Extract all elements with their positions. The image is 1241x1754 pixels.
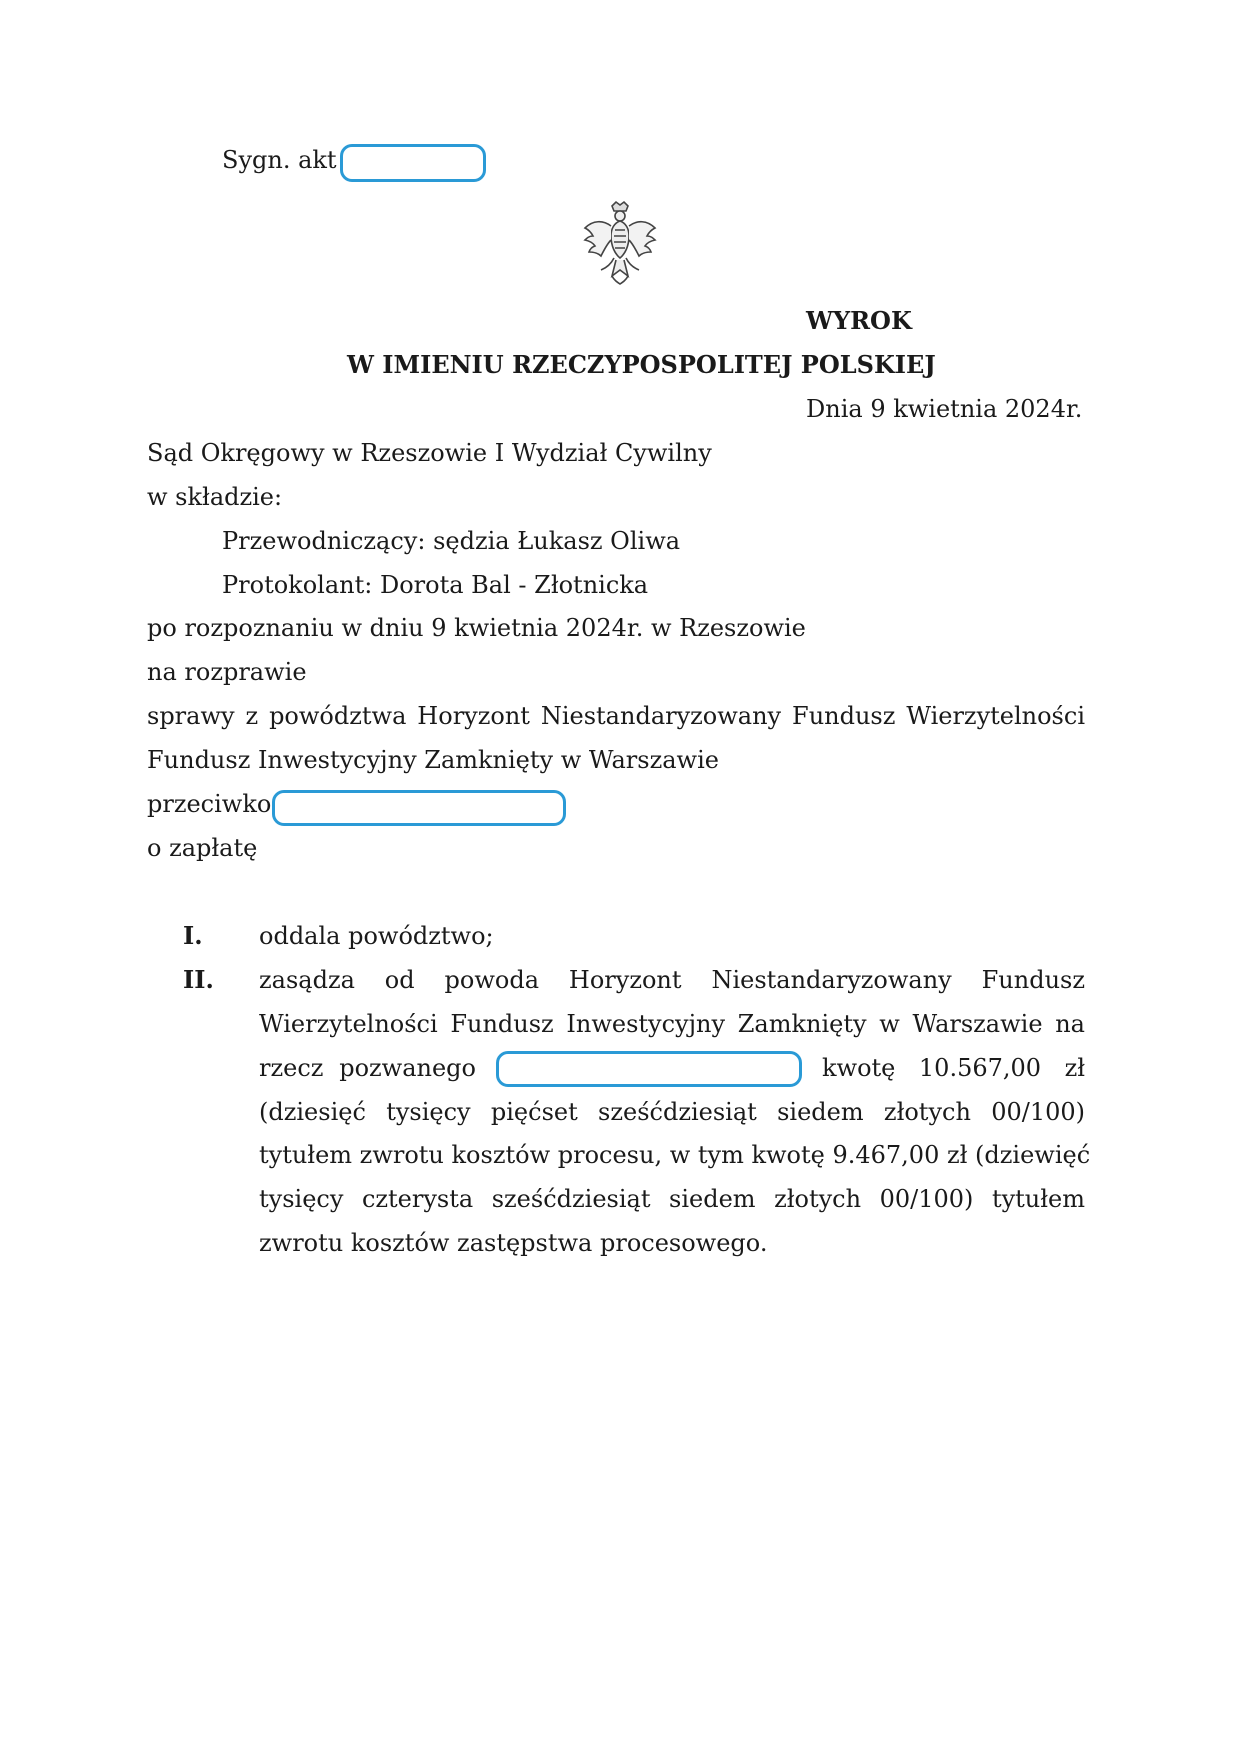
redacted-defendant [272, 790, 566, 826]
redacted-case-number [340, 144, 486, 182]
ruling-text: tytułem zwrotu kosztów procesu, w tym kwotę 9.467,00 zł (dziewięć [259, 1141, 1091, 1169]
presiding-judge: Przewodniczący: sędzia Łukasz Oliwa [222, 527, 681, 555]
claimant-line: sprawy z powództwa Horyzont Niestandaryzowany Fundusz Wierzytelności [147, 702, 1085, 730]
polish-eagle-emblem-icon [582, 200, 658, 286]
ruling-number: II. [183, 965, 214, 994]
ruling-text: zwrotu kosztów zastępstwa procesowego. [259, 1229, 768, 1257]
hearing-date-line: po rozpoznaniu w dniu 9 kwietnia 2024r. w Rzeszowie [147, 614, 806, 642]
ruling-text: Wierzytelności Fundusz Inwestycyjny Zamknięty w Warszawie na [259, 1010, 1085, 1038]
judgment-title: WYROK [806, 306, 912, 335]
claimant-line-continued: Fundusz Inwestycyjny Zamknięty w Warszawie [147, 746, 719, 774]
case-subject: o zapłatę [147, 834, 258, 862]
court-name: Sąd Okręgowy w Rzeszowie I Wydział Cywilny [147, 439, 712, 467]
redacted-defendant [496, 1051, 802, 1087]
ruling-text: tysięcy czterysta sześćdziesiąt siedem złotych 00/100) tytułem [259, 1185, 1085, 1213]
composition-label: w składzie: [147, 483, 283, 511]
ruling-text: (dziesięć tysięcy pięćset sześćdziesiąt siedem złotych 00/100) [259, 1098, 1085, 1126]
against-label: przeciwko [147, 790, 272, 818]
ruling-number: I. [183, 921, 203, 950]
judgment-subtitle: W IMIENIU RZECZYPOSPOLITEJ POLSKIEJ [347, 350, 936, 379]
ruling-text: rzecz pozwanego [259, 1054, 476, 1082]
ruling-text: oddala powództwo; [259, 922, 494, 950]
court-clerk: Protokolant: Dorota Bal - Złotnicka [222, 571, 649, 599]
ruling-text: zasądza od powoda Horyzont Niestandaryzowany Fundusz [259, 966, 1085, 994]
case-number-label: Sygn. akt [222, 146, 337, 174]
judgment-date: Dnia 9 kwietnia 2024r. [806, 395, 1083, 423]
hearing-type-line: na rozprawie [147, 658, 307, 686]
ruling-text: kwotę 10.567,00 zł [822, 1054, 1085, 1082]
